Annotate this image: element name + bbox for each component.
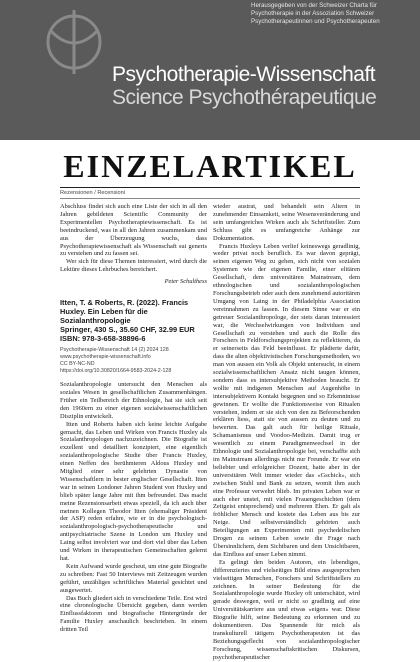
book-reference xyxy=(60,298,207,343)
publisher-note xyxy=(251,2,416,26)
column-right xyxy=(213,203,360,662)
paragraph: Itten und Roberts haben sich keine leichte Aufgabe gemacht, das Leben und Wirken von Francis Huxley als Sozialanthropologen nachzuzeichnen. Die Biografie ist exzellent und detailliert konzipiert, eine eigentlich sozialanthropologische Studie über Francis Huxley, einen Neffen des berühmteren Aldous Huxley und Mitglied einer sehr gelehrten Dynastie von Wissenschaftlern in bester englischer Gesellschaft. Itten war in seinen Londoner Jahren Student von Huxley und blieb später lange Jahre mit ihm befreundet. Das macht meine Rezensionsarbeit etwas speziell, da ich auch über meinen Kollegen Theodor Itten (ehemaliger Präsident der ASP) reden erfahre, wie er in die psychologisch-sozialanthropologisch-psychotherapeutische und antipsychiatrische Szene in London um Huxley und Laing selbst involviert war und dort viel über das Leben und Wirken in therapeutischen Gemeinschaften gelernt hat. xyxy=(60,420,207,562)
paragraph: Wer sich für diese Themen interessiert, wird durch die Lektüre dieses Lehrbuches bereichert. xyxy=(60,258,207,274)
article-metadata xyxy=(60,347,207,375)
journal-header xyxy=(0,0,420,140)
page-title: EINZELARTIKEL xyxy=(63,148,357,184)
book-isbn: ISBN: 978-3-658-38896-6 xyxy=(60,334,146,344)
journal-website[interactable]: www.psychotherapie-wissenschaft.info xyxy=(60,354,151,361)
paragraph: Sozialanthropologie untersucht den Menschen als soziales Wesen in gesellschaftlichen Zusammenhängen. Früher ein Teilbereich der Ethnologie, hat sie sich seit den 1960ern zu einer eigenen sozialwissenschaftlichen Disziplin entwickelt. xyxy=(60,381,207,420)
publisher-line: Psychotherapie in der Assoziation Schweizer xyxy=(251,10,375,17)
journal-issue: Psychotherapie-Wissenschaft 14 (2) 2024 128 xyxy=(60,347,169,354)
publisher-line: Herausgegeben von der Schweizer Charta für xyxy=(251,2,377,9)
section-label: Rezensionen / Recensioni xyxy=(60,190,125,196)
paragraph: Das Buch gliedert sich in verschiedene Teile. Erst wird eine chronologische Übersicht gegeben, dann werden Einflussfaktoren und biografische Hintergründe der Familie Huxley anschaulich beschrieben. In einem dritten Teil xyxy=(60,594,207,634)
paragraph: Abschluss findet sich auch eine Liste der sich in all den Jahren gebildeten Scientific Community der Experimentellen Psychotherapiewissenschaft. Es ist beeindruckend, was in all den Jahren zusammenkam und aus der Überzeugung wuchs, dass Psychotherapiewissenschaft als Wissenschaft sui generis zu verstehen und zu fassen sei. xyxy=(60,203,207,258)
publisher-line: Psychotherapeutinnen und Psychotherapeuten xyxy=(251,18,380,25)
book-price: Springer, 430 S., 35.60 CHF, 32.99 EUR xyxy=(60,325,195,335)
paragraph: wieder austrat, und behandelt sein Altern in zunehmender Einsamkeit, seine Wesensveränderung und sein umfangreiches Wirken auch als Schriftsteller. Zum Schluss gibt es umfangreiche Anhänge zur Dokumentation. xyxy=(213,203,360,242)
journal-logo-icon xyxy=(40,4,112,76)
column-left xyxy=(60,203,207,634)
book-citation: Itten, T. & Roberts, R. (2022). Francis Huxley. Ein Leben für die Sozialanthropologie xyxy=(60,298,189,326)
doi-link[interactable]: https://doi.org/10.30820/1664-9583-2024-2-128 xyxy=(60,368,172,375)
paragraph: Es gelingt den beiden Autoren, ein lebendiges, differenziertes und vielseitiges Bild eines ausgesprochen vielseitigen Menschen, Forschers und Schriftstellers zu zeichnen. In seiner Bedeutung für die Sozialanthropologie wurde Huxley oft unterschätzt, wird gerade deswegen, weil er nicht so gradlinig auf eine Universitätskarriere aus und etwas «eigen» war. Diese Biografie hilft, seine Bedeutung zu erkennen und zu dokumentieren. Das Spannende für mich als transkulturell tätigem Psychotherapeuten ist das Beziehungsgeflecht von sozialanthropologischer Forschung, wissenschaftskritischen Diskursen, psychotherapeutischer xyxy=(213,558,360,661)
paragraph: Francis Huxleys Leben verlief keineswegs geradlinig, weder privat noch beruflich. Es war davon geprägt, seinen eigenen Weg zu gehen, sich nicht von sozialen Systemen wie der eigenen Familie, einer elitären Gesellschaft, dem universitären Mainstream, dem ethnologischen und sozialanthropologischen Forschungsbetrieb oder auch dem zunehmend autoritären Umgang von Laing in der Philadelphia Association vereinnahmen zu lassen. In diesem Sinne war er ein getreuer Sozialanthropologe, der stets daran interessiert war, die Wechselwirkungen von Individuen und Gesellschaft zu verstehen und auch die Rolle des Forschers in Feldforschungsprojekten zu reflektieren, da er seinerseits das Feld beeinflusst. Er plädierte dafür, dass die alten objektivistischen Forschungsmethoden, wo man von aussen ein Volk als Objekt untersucht, in einem sozialwissenschaftlichen Ansatz nicht taugen können, sondern dass es intersubjektive Methoden braucht. Er wollte mit indigenen Menschen auf Augenhöhe in intersubjektivem Kontakt begegnen und so Erkenntnisse gewinnen. Er wollte die Funktionsweise von Ritualen verstehen, indem er sie sich von den zu Befeorschenden erklären liess, statt sie von aussen zu deuten und zu bewerten. Das galt auch für heilige Rituale, Schamanismus und Voodoo-Medizin. Damit trug er wesentlich zu einem Paradigmenwechsel in der Ethnologie und Sozialanthropologie bei, verschaffte sich im Mainstream allerdings nicht nur Freunde. Er war ein beliebter und erfolgreicher Dozent, hatte aber in der universitären Welt immer wieder das «Gschick», sich zwischen Stuhl und Bank zu setzen, womit ihm auch eine Professur verwehrt blieb. Im privaten Leben war er auch eher unstet, mit vielen Frauengeschichten (dem Zeitgeist entsprechend) und mehreren Ehen. Er galt als fröhlicher Mensch und kostete das Leben aus bis zur Neige. Und selbstverständlich gehörten auch Beteiligungen an Experimenten mit psychedelischen Drogen zu seinem Leben sowie die Frage nach Übersinnlichem, dem Sichtbaren und dem Unsichtbaren, das Einfluss auf unser Leben nimmt. xyxy=(213,242,360,558)
journal-title-de: Psychotherapie-Wissenschaft xyxy=(112,63,376,86)
license: CC BY-NC-ND xyxy=(60,361,95,368)
reviewer-signature: Peter Schulthess xyxy=(164,278,207,286)
divider xyxy=(60,198,360,199)
paragraph: Kein Aufwand wurde gescheut, um eine gute Biografie zu schreiben: Fast 50 Interviews mit Zeitzeugen wurden geführt, unzähliges schriftliches Material gesichtet und ausgewertet. xyxy=(60,562,207,594)
divider xyxy=(60,187,360,188)
journal-title-fr: Science Psychothérapeutique xyxy=(112,86,377,109)
